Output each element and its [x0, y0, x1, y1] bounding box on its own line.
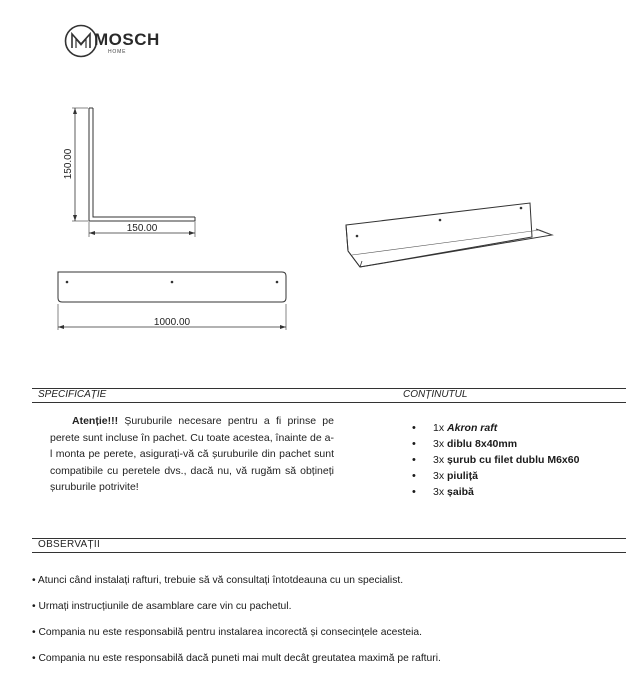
section-divider [32, 552, 626, 553]
list-item: • Atunci când instalați rafturi, trebuie să vă consultați întotdeauna cu un specialist. [32, 575, 404, 586]
contents-list [412, 420, 579, 500]
section-divider [32, 388, 626, 389]
contents-heading: CONȚINUTUL [403, 389, 468, 400]
brand-name: MOSCH [94, 30, 160, 49]
observations-list [32, 574, 441, 678]
list-item: • 3x șaibă [412, 484, 579, 500]
warning-label: Atenție!!! [72, 415, 119, 427]
list-item: • Urmați instrucțiunile de asamblare care vin cu pachetul. [32, 601, 292, 612]
list-item: • Compania nu este responsabilă dacă puneti mai mult decât greutatea maximă pe rafturi. [32, 653, 441, 664]
perspective-drawing [340, 185, 560, 270]
list-item: • 3x piuliță [412, 468, 579, 484]
front-view-drawing [50, 268, 295, 333]
side-depth-label: 150.00 [126, 223, 158, 234]
list-item: • 3x diblu 8x40mm [412, 436, 579, 452]
side-view-drawing [55, 100, 215, 240]
brand-subtitle: HOME [108, 49, 127, 55]
spec-text: Șuruburile necesare pentru a fi prinse pe perete sunt incluse în pachet. Cu toate acestea, înainte de a-l monta pe perete, asigurați-vă că șuruburile din pachet sunt compatibile cu peretele dvs., dacă nu, vă rugăm să obțineți șuruburile potrivite! [50, 415, 334, 493]
front-length-label: 1000.00 [153, 317, 191, 328]
list-item: • 3x șurub cu filet dublu M6x60 [412, 452, 579, 468]
spec-paragraph [50, 413, 334, 496]
spec-heading: SPECIFICAȚIE [38, 389, 107, 400]
section-divider [32, 538, 626, 539]
list-item: • 1x Akron raft [412, 420, 579, 436]
side-height-label: 150.00 [63, 148, 74, 180]
list-item: • Compania nu este responsabilă pentru instalarea incorectă și consecințele acesteia. [32, 627, 422, 638]
brand-logo-icon [64, 24, 98, 58]
section-divider [32, 402, 626, 403]
observations-heading: OBSERVAȚII [38, 539, 101, 550]
